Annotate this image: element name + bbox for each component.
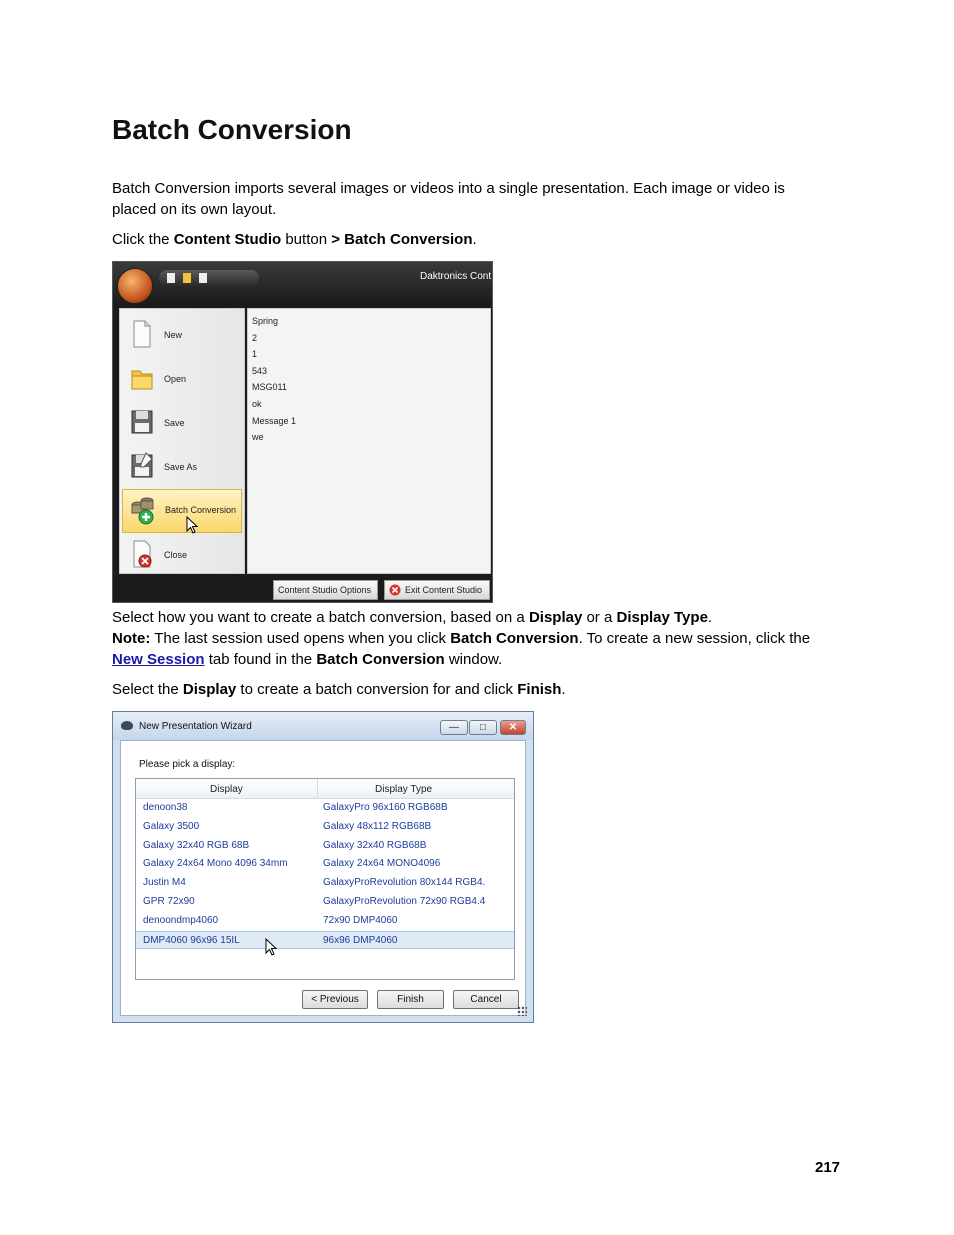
menu-item-label: Batch Conversion <box>165 505 237 515</box>
menu-item-open[interactable] <box>122 359 242 399</box>
wizard-app-icon <box>121 721 133 730</box>
cancel-button[interactable]: Cancel <box>453 990 519 1009</box>
select-text: or a <box>582 609 617 626</box>
display-row[interactable] <box>136 818 514 837</box>
note-text: The last session used opens when you click <box>150 630 451 647</box>
column-header-display-type[interactable]: Display Type <box>375 784 433 795</box>
menu-item-label: Save <box>164 418 185 428</box>
display-name-cell: GPR 72x90 <box>143 896 195 907</box>
recent-document-item[interactable]: 2 <box>252 332 258 343</box>
display-list-header <box>136 779 514 799</box>
page-title: Batch Conversion <box>112 114 352 145</box>
display-row[interactable] <box>136 874 514 893</box>
resize-grip-icon[interactable] <box>517 1006 527 1016</box>
close-document-icon <box>130 539 154 569</box>
display-type-cell: Galaxy 32x40 RGB68B <box>323 839 427 851</box>
quick-access-toolbar[interactable] <box>159 270 259 286</box>
menu-item-label: Close <box>164 550 188 560</box>
column-separator <box>317 779 318 798</box>
step2-text: . <box>561 681 566 698</box>
recent-documents-list <box>252 313 296 446</box>
close-button[interactable]: ✕ <box>500 720 526 735</box>
finish-button[interactable]: Finish <box>377 990 444 1009</box>
display-name-cell: Galaxy 32x40 RGB 68B <box>143 839 250 851</box>
page-number: 217 <box>815 1159 841 1176</box>
step1-batch-conversion: > Batch Conversion <box>331 231 473 248</box>
menu-item-new[interactable] <box>122 315 242 355</box>
step1-text: Click the <box>112 231 174 248</box>
step2-text: Select the <box>112 681 183 698</box>
select-text: Select how you want to create a batch conversion, based on a <box>112 609 529 626</box>
menu-item-label: Open <box>164 374 187 384</box>
intro-paragraph: Batch Conversion imports several images or videos into a single presentation. Each image or video is placed on its own layout. <box>112 180 785 218</box>
step2-finish: Finish <box>517 681 562 698</box>
step2-display: Display <box>182 681 237 698</box>
display-row[interactable] <box>136 837 514 856</box>
wizard-title-bar <box>113 712 533 740</box>
folder-icon <box>130 363 154 393</box>
note-text: . To create a new session, click the <box>578 630 811 647</box>
new-document-icon <box>130 319 154 349</box>
column-header-display[interactable]: Display <box>210 784 243 795</box>
content-studio-orb-icon[interactable] <box>117 268 153 304</box>
batch-conversion-icon <box>131 495 155 525</box>
save-icon <box>130 407 154 437</box>
recent-document-item[interactable]: ok <box>252 398 262 409</box>
display-type-cell: GalaxyProRevolution 80x144 RGB4. <box>323 877 486 889</box>
recent-document-item[interactable]: Message 1 <box>252 415 297 426</box>
note-text: tab found in the <box>204 651 317 668</box>
menu-item-label: New <box>164 330 183 340</box>
display-type-cell: Galaxy 24x64 MONO4096 <box>323 858 441 870</box>
display-type-cell: 72x90 DMP4060 <box>323 914 398 926</box>
display-type-cell: Galaxy 48x112 RGB68B <box>323 820 432 832</box>
select-display-type: Display Type <box>616 609 708 626</box>
content-studio-menu-screenshot <box>112 261 493 603</box>
save-icon[interactable] <box>199 273 207 283</box>
select-paragraph <box>112 607 832 628</box>
display-row[interactable] <box>136 855 514 874</box>
menu-item-batch-conversion[interactable] <box>122 489 242 533</box>
display-row[interactable] <box>136 912 514 931</box>
display-row[interactable] <box>136 799 514 818</box>
display-name-cell: DMP4060 96x96 15IL <box>143 934 240 946</box>
recent-document-item[interactable]: 543 <box>252 365 268 376</box>
maximize-button[interactable]: □ <box>469 720 497 735</box>
content-studio-options-button[interactable]: Content Studio Options <box>273 580 378 600</box>
exit-button-label: Exit Content Studio <box>405 585 483 595</box>
recent-document-item[interactable]: 1 <box>252 349 258 360</box>
window-title: Daktronics Cont <box>420 271 492 282</box>
exit-icon <box>389 584 401 596</box>
display-name-cell: Galaxy 3500 <box>143 820 200 832</box>
ribbon-title-bar <box>113 262 492 306</box>
note-batch-conversion: Batch Conversion <box>450 630 579 647</box>
save-as-icon <box>130 451 154 481</box>
step2-text: to create a batch conversion for and click <box>236 681 518 698</box>
new-session-link[interactable]: New Session <box>112 651 205 668</box>
folder-icon[interactable] <box>183 273 191 283</box>
note-text: window. <box>444 651 503 668</box>
note-label: Note: <box>112 630 151 647</box>
wizard-body <box>120 740 526 1016</box>
note-paragraph <box>112 628 832 670</box>
display-row[interactable] <box>136 931 514 950</box>
menu-item-save-as[interactable] <box>122 447 242 487</box>
select-display: Display <box>528 609 583 626</box>
application-menu <box>119 308 245 574</box>
menu-item-label: Save As <box>164 462 198 472</box>
wizard-title: New Presentation Wizard <box>139 721 252 732</box>
display-row[interactable] <box>136 893 514 912</box>
display-name-cell: Galaxy 24x64 Mono 4096 34mm <box>143 858 288 870</box>
recent-document-item[interactable]: MSG011 <box>252 382 287 393</box>
note-batch-conversion-window: Batch Conversion <box>316 651 445 668</box>
exit-content-studio-button[interactable] <box>384 580 490 600</box>
display-list[interactable] <box>135 778 515 980</box>
recent-documents-panel <box>247 308 491 574</box>
menu-item-close[interactable] <box>122 535 242 575</box>
step2-paragraph <box>112 679 832 700</box>
display-name-cell: denoon38 <box>143 802 188 813</box>
previous-button[interactable]: < Previous <box>302 990 368 1009</box>
display-type-cell: 96x96 DMP4060 <box>323 934 398 946</box>
display-type-cell: GalaxyPro 96x160 RGB68B <box>323 802 448 813</box>
step1-text: button <box>281 231 332 248</box>
display-prompt: Please pick a display: <box>139 759 236 770</box>
step1-content-studio: Content Studio <box>173 231 282 248</box>
recent-document-item[interactable]: Spring <box>252 316 279 326</box>
display-name-cell: Justin M4 <box>143 877 186 889</box>
new-presentation-wizard-screenshot <box>112 711 534 1023</box>
display-type-cell: GalaxyProRevolution 72x90 RGB4.4 <box>323 896 486 907</box>
step1-paragraph <box>112 229 832 250</box>
step1-text: . <box>472 231 477 248</box>
minimize-button[interactable]: — <box>440 720 468 735</box>
menu-item-save[interactable] <box>122 403 242 443</box>
select-text: . <box>707 609 713 626</box>
new-icon[interactable] <box>167 273 175 283</box>
recent-document-item[interactable]: we <box>252 432 264 443</box>
display-name-cell: denoondmp4060 <box>143 914 219 926</box>
